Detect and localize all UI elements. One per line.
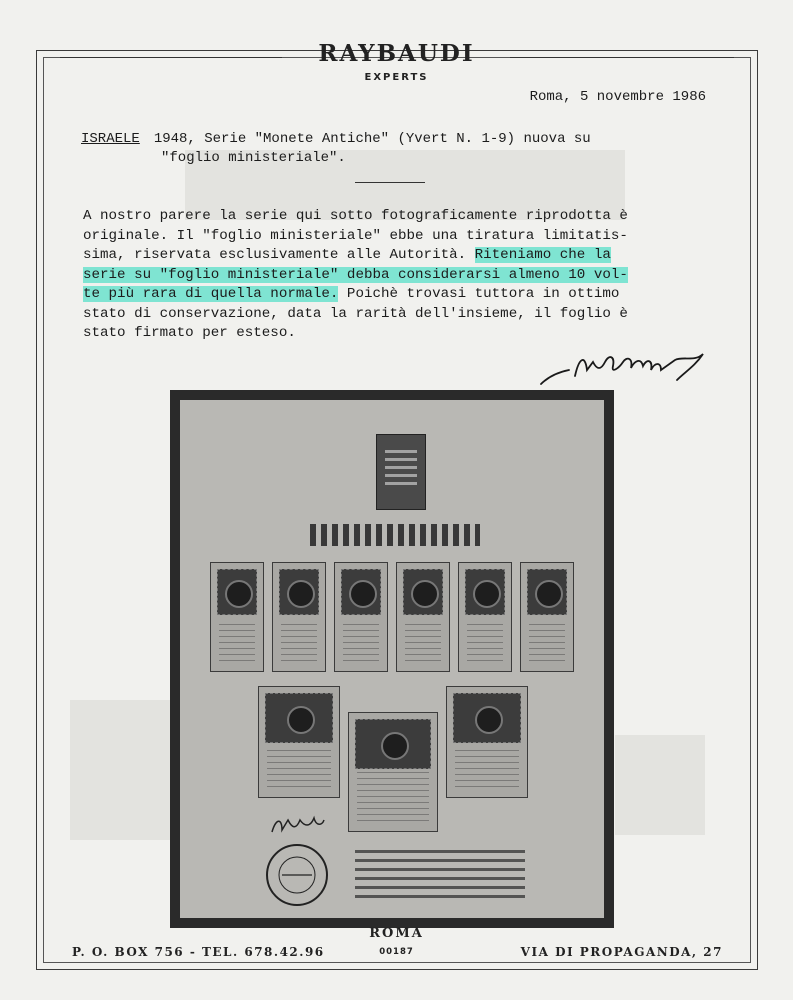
highlighted-text-3: te più rara di quella normale. (83, 286, 339, 302)
postmark-icon (262, 840, 332, 910)
separator-rule (355, 182, 425, 183)
stamp-sheet-photo (170, 390, 614, 928)
letterhead-subtitle: EXPERTS (364, 72, 429, 83)
stamp-card-7 (258, 686, 340, 798)
subject-line-2: "foglio ministeriale". (161, 150, 346, 166)
stamp-card-5 (458, 562, 512, 672)
stamp-card-4 (396, 562, 450, 672)
expert-signature (535, 340, 715, 390)
stamp-card-8 (348, 712, 438, 832)
highlighted-text-1: Riteniamo che la (474, 247, 611, 263)
stamp-card-9 (446, 686, 528, 798)
hebrew-caption-band (355, 848, 525, 904)
date-line: Roma, 5 novembre 1986 (529, 89, 706, 105)
footer-address: VIA DI PROPAGANDA, 27 (520, 945, 723, 959)
footer-pobox: P. O. BOX 756 - TEL. 678.42.96 (72, 945, 325, 959)
opinion-line-3 (83, 246, 713, 266)
opinion-line-1: A nostro parere la serie qui sotto fotograficamente riprodotta è (83, 208, 628, 224)
opinion-line-2: originale. Il "foglio ministeriale" ebbe una tiratura limitatis- (83, 227, 628, 244)
opinion-line-5 (83, 285, 713, 305)
opinion-text (83, 207, 713, 344)
stamp-card-2 (272, 562, 326, 672)
sheet-top-tab (376, 434, 426, 510)
sheet-paper (180, 400, 604, 918)
stamp-card-3 (334, 562, 388, 672)
letterhead-name: RAYBAUDI (318, 40, 475, 67)
subject-block (81, 130, 721, 168)
highlighted-text-2: serie su "foglio ministeriale" debba considerarsi almeno 10 vol- (83, 266, 628, 283)
opinion-line-4 (83, 266, 713, 286)
footer-zip: 00187 (379, 947, 414, 957)
stamp-card-6 (520, 562, 574, 672)
expert-signature-on-sheet (268, 812, 328, 838)
subject-country: ISRAELE (81, 131, 140, 147)
opinion-line-7: stato firmato per esteso. (83, 325, 296, 341)
hebrew-title-band (310, 524, 480, 546)
stamp-card-1 (210, 562, 264, 672)
opinion-line-3a: sima, riservata esclusivamente alle Autorità. (83, 247, 475, 263)
opinion-line-6: stato di conservazione, data la rarità dell'insieme, il foglio è (83, 305, 628, 322)
footer-city: ROMA (369, 926, 424, 941)
opinion-line-5b: Poichè trovasi tuttora in ottimo (338, 286, 620, 302)
subject-line-1: 1948, Serie "Monete Antiche" (Yvert N. 1-9) nuova su (153, 131, 591, 147)
